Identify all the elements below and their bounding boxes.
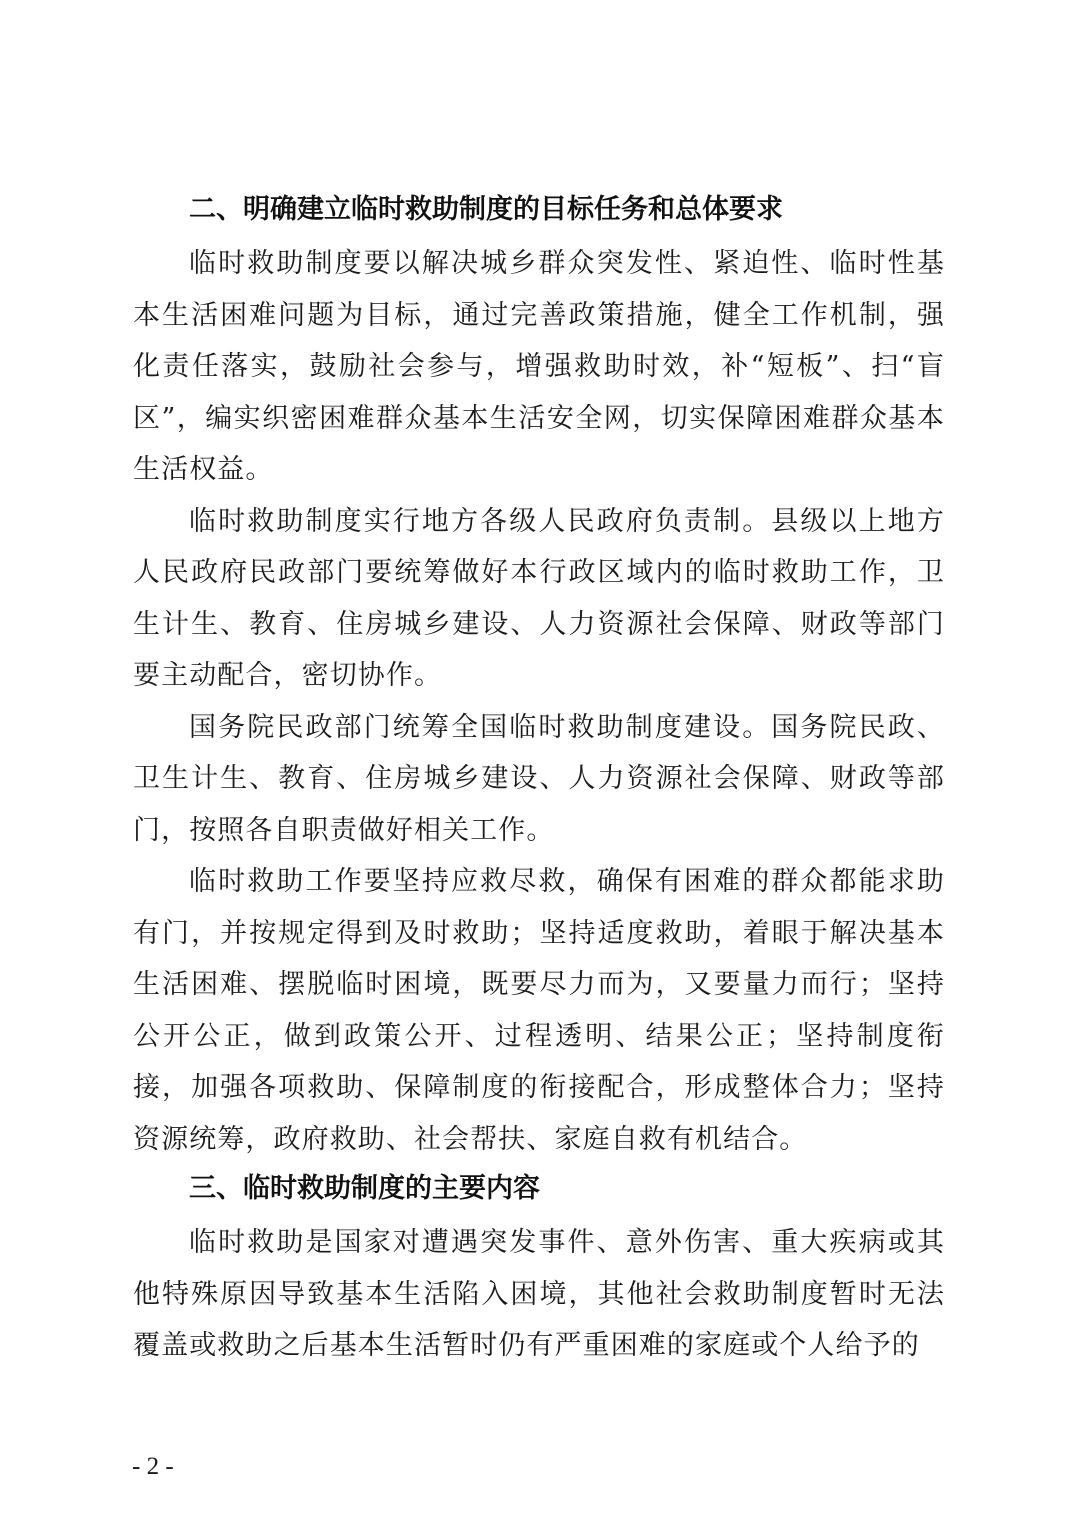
document-body	[133, 186, 945, 1372]
page-number: - 2 -	[132, 1453, 174, 1480]
body-paragraph: 临时救助工作要坚持应救尽救，确保有困难的群众都能求助有门，并按规定得到及时救助；坚持适度救助，着眼于解决基本生活困难、摆脱临时困境，既要尽力而为，又要量力而行；坚持公开公正，做到政策公开、过程透明、结果公正；坚持制度衔接，加强各项救助、保障制度的衔接配合，形成整体合力；坚持资源统筹，政府救助、社会帮扶、家庭自救有机结合。	[133, 866, 945, 1155]
body-paragraph: 临时救助是国家对遭遇突发事件、意外伤害、重大疾病或其他特殊原因导致基本生活陷入困境，其他社会救助制度暂时无法覆盖或救助之后基本生活暂时仍有严重困难的家庭或个人给予的	[133, 1227, 945, 1361]
body-paragraph: 国务院民政部门统筹全国临时救助制度建设。国务院民政、卫生计生、教育、住房城乡建设、人力资源社会保障、财政等部门，按照各自职责做好相关工作。	[133, 711, 945, 846]
section-heading: 三、临时救助制度的主要内容	[189, 1173, 540, 1204]
body-paragraph: 临时救助制度要以解决城乡群众突发性、紧迫性、临时性基本生活困难问题为目标，通过完善政策措施，健全工作机制，强化责任落实，鼓励社会参与，增强救助时效，补“短板”、扫“盲区”，编实织密困难群众基本生活安全网，切实保障困难群众基本生活权益。	[133, 248, 945, 485]
body-paragraph: 临时救助制度实行地方各级人民政府负责制。县级以上地方人民政府民政部门要统筹做好本行政区域内的临时救助工作，卫生计生、教育、住房城乡建设、人力资源社会保障、财政等部门要主动配合，密切协作。	[133, 505, 945, 691]
section-heading: 二、明确建立临时救助制度的目标任务和总体要求	[189, 194, 783, 225]
